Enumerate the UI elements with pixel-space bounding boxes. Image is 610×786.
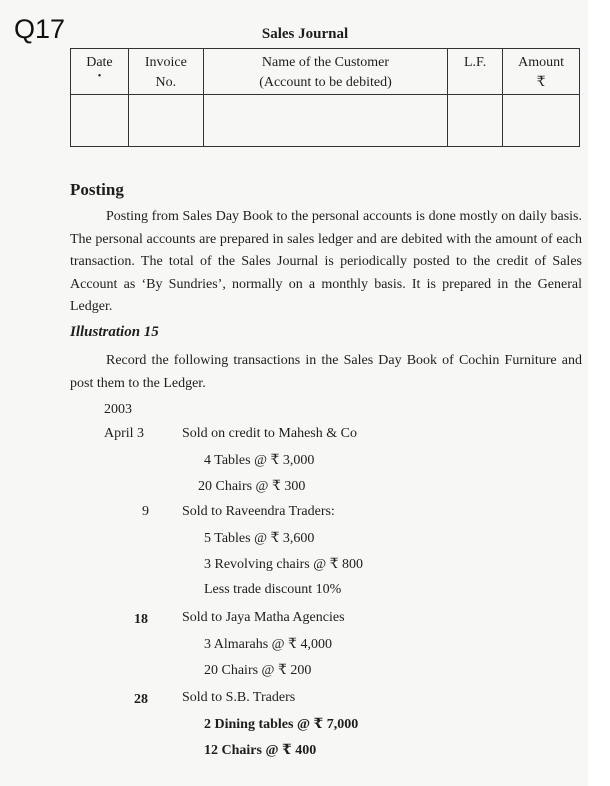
page-margin [588,0,610,786]
table-cell [71,95,129,147]
header-date-mark: • [97,71,102,82]
header-invoice [128,49,203,95]
table-row [71,95,580,147]
header-name-line1: Name of the Customer [261,55,390,70]
table-cell [203,95,447,147]
transaction-date: 18 [134,612,148,627]
rupee-icon: ₹ [536,75,546,90]
journal-title: Sales Journal [261,26,349,42]
transaction-date: 9 [142,504,149,519]
header-customer-name [203,49,447,95]
transaction-description: Sold on credit to Mahesh & Co [182,426,357,441]
transaction-date: April 3 [104,426,145,441]
header-invoice-line2: No. [155,75,177,90]
transaction-item: 4 Tables @ ₹ 3,000 [204,453,315,468]
question-label: Q17 [14,14,66,44]
table-cell [128,95,203,147]
header-date [71,49,129,95]
header-date-label: Date [86,55,113,70]
transaction-item: 12 Chairs @ ₹ 400 [204,743,317,758]
posting-paragraph: Posting from Sales Day Book to the personal accounts is done mostly on daily basis. The personal accounts are prepared in sales ledger and are debited with the amount of each transaction. The total of the Sales Journal is periodically posted to the credit of Sales Account as ‘By Sundries’, normally on a monthly basis. It is prepared in the General Ledger. [70,209,582,315]
transaction-item: 2 Dining tables @ ₹ 7,000 [204,717,359,732]
header-lf: L.F. [448,49,503,95]
header-name-line2: (Account to be debited) [259,75,392,90]
transaction-date: 28 [134,692,148,707]
transaction-item: 5 Tables @ ₹ 3,600 [204,531,315,546]
illustration-instruction: Record the following transactions in the Sales Day Book of Cochin Furniture and post them to the Ledger. [70,353,582,391]
table-header-row [71,49,580,95]
transaction-item: Less trade discount 10% [204,582,342,597]
header-amount [503,49,580,95]
table-cell [448,95,503,147]
transaction-item: 20 Chairs @ ₹ 200 [204,663,312,678]
transaction-item: 3 Almarahs @ ₹ 4,000 [204,637,332,652]
transaction-item: 3 Revolving chairs @ ₹ 800 [204,557,364,572]
year: 2003 [104,402,132,417]
transaction-description: Sold to Raveendra Traders: [182,504,335,519]
transaction-item: 20 Chairs @ ₹ 300 [198,479,306,494]
transaction-description: Sold to S.B. Traders [182,690,296,705]
header-invoice-line1: Invoice [144,55,187,70]
illustration-heading: Illustration 15 [70,324,159,340]
posting-heading: Posting [70,180,124,199]
table-cell [503,95,580,147]
transaction-description: Sold to Jaya Matha Agencies [182,610,345,625]
sales-journal-table [70,48,580,147]
header-amount-label: Amount [518,55,564,70]
